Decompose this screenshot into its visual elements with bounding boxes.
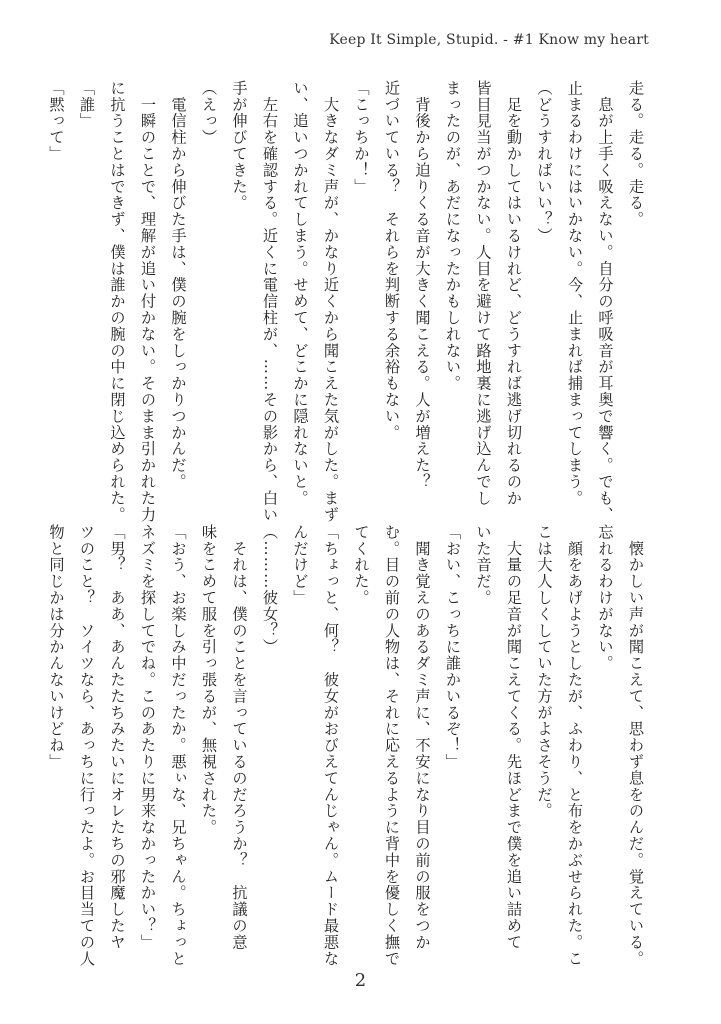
text-line: まったのが、あだになったかもしれない。 [444,80,462,392]
text-block-top [47,80,648,523]
text-line: （どうすればいい？） [535,80,554,244]
text-line: 背後から迫りくる音が大きく聞こえる。人が増えた？ [413,80,432,490]
text-line: 「ちょっと、何？ 彼女がおびえてんじゃん。ムード最悪な [322,524,340,967]
text-line: 「黙って」 [47,80,66,162]
text-line: ツのこと？ ソイツなら、あっちに行ったよ。お目当ての人 [78,524,96,967]
text-line: に抗うことはできず、僕は誰かの腕の中に閉じ込められた。 [108,80,127,523]
text-line: 「男？ ああ、あんたたちみたいにオレたちの邪魔したヤ [108,524,127,951]
text-line: 止まるわけにはいかない。今、止まれば捕まってしまう。 [566,80,584,507]
text-line: 走る。走る。走る。 [627,80,645,228]
text-line: んだけど」 [291,524,310,606]
text-line: 忘れるわけがない。 [596,524,615,672]
text-line: 味をこめて服を引っ張るが、無視された。 [200,524,218,836]
text-line: てくれた。 [352,524,371,606]
running-header: Keep It Simple, Stupid. - #1 Know my heart [329,32,649,48]
text-line: ネズミを探してでね。このあたりに男来なかったかい？」 [139,524,157,951]
text-line: それは、僕のことを言っているのだろうか？ 抗議の意 [230,524,249,951]
text-line: 大量の足音が聞こえてくる。先ほどまで僕を追い詰めて [505,524,523,951]
text-line: 近づいている？ それらを判断する余裕もない。 [383,80,401,441]
text-line: 息が上手く吸えない。自分の呼吸音が耳奥で響く。でも、 [596,80,615,523]
text-line: い、追いつかれてしまう。せめて、どこかに隠れないと。 [291,80,310,507]
text-line: 懐かしい声が聞こえて、思わず息をのんだ。覚えている。 [627,524,645,967]
text-line: 「誰」 [78,80,96,130]
text-line: む。目の前の人物は、それに応えるように背中を優しく撫で [383,524,401,967]
text-line: 一瞬のことで、理解が追い付かない。そのまま引かれた力 [139,80,157,523]
text-line: （………彼女？） [261,524,279,656]
text-line: 足を動かしてはいるけれど、どうすれば逃げ切れるのか [505,80,523,507]
text-line: 左右を確認する。近くに電信柱が、……その影から、白い [261,80,279,523]
text-line: 皆目見当がつかない。人目を避けて路地裏に逃げ込んでし [474,80,493,507]
text-line: 大きなダミ声が、かなり近くから聞こえた気がした。まず [322,80,340,523]
text-line: 手が伸びてきた。 [230,80,249,212]
text-line: 「こっちか！」 [352,80,371,195]
text-line: いた音だ。 [474,524,493,606]
text-line: （えっ） [200,80,218,146]
text-line: 物と同じかは分かんないけどね」 [47,524,66,770]
text-block-bottom [47,524,648,967]
text-line: 顔をあげようとしたが、ふわり、と布をかぶせられた。こ [566,524,584,967]
text-line: 電信柱から伸びた手は、僕の腕をしっかりつかんだ。 [169,80,188,490]
page-number: 2 [354,970,367,991]
text-line: 「おう、お楽しみ中だったか。悪ぃな、兄ちゃん。ちょっと [169,524,188,967]
text-line: 「おい、こっちに誰かいるぞ！」 [444,524,462,770]
text-line: こは大人しくしていた方がよさそうだ。 [535,524,554,820]
text-line: 聞き覚えのあるダミ声に、不安になり目の前の服をつか [413,524,432,951]
